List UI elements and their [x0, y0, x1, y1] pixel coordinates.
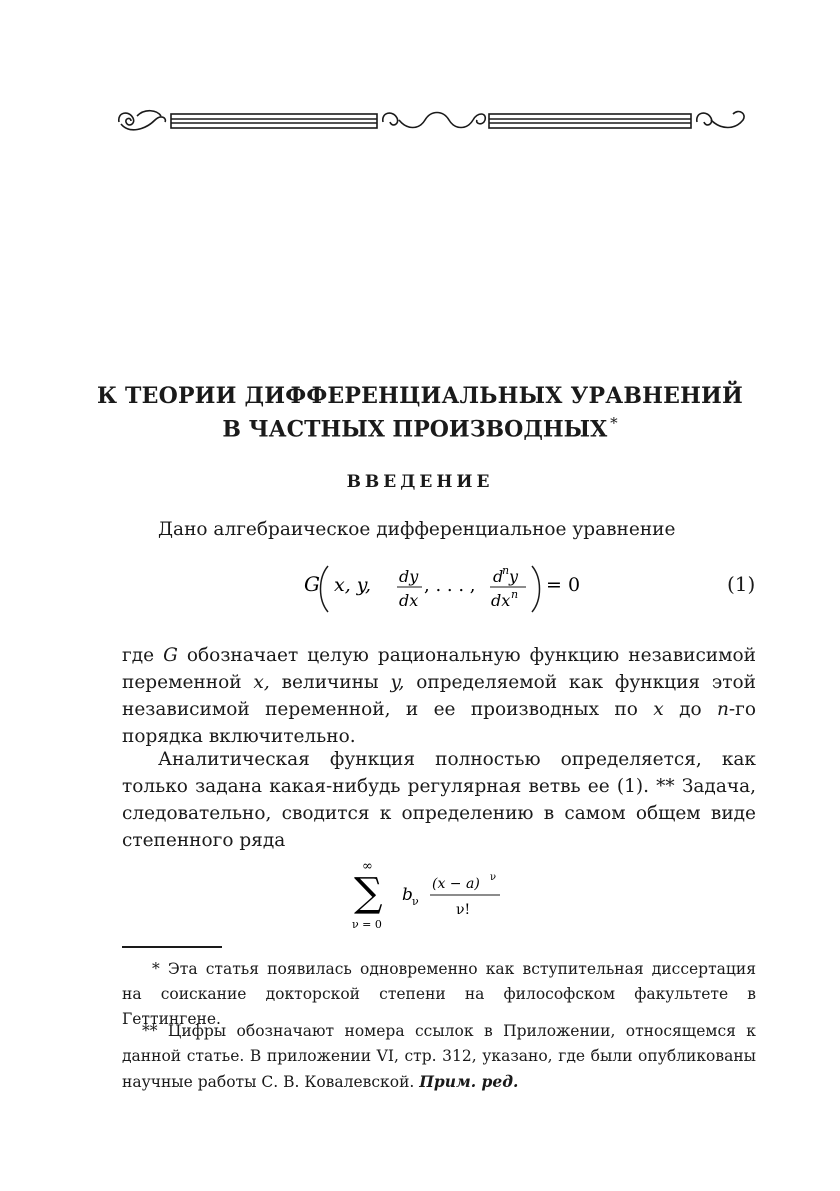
series-denominator: ν!: [456, 902, 471, 918]
footnote-1: * Эта статья появилась одновременно как вступительная диссертация на соискание докторской степени на философском факультете в Геттингене.: [122, 960, 756, 1028]
eq1-left-paren: [321, 566, 329, 612]
eq1-G: G: [304, 572, 320, 596]
p2-text-1: где: [122, 645, 164, 666]
title-line2-text: В ЧАСТНЫХ ПРОИЗВОДНЫХ: [222, 416, 608, 443]
equation-power-series: [350, 858, 520, 938]
title-footnote-star: *: [610, 414, 618, 432]
p2-text-5: до: [663, 699, 717, 720]
p2-var-y: y,: [390, 672, 405, 693]
eq1-dy: dy: [399, 567, 419, 586]
equation-1: [302, 558, 582, 618]
article-title-line1: К ТЕОРИИ ДИФФЕРЕНЦИАЛЬНЫХ УРАВНЕНИЙ: [96, 383, 744, 409]
paragraph-intro: Дано алгебраическое дифференциальное уравнение: [158, 519, 676, 540]
paragraph-definition: [122, 642, 756, 750]
p2-var-x2: x: [653, 699, 664, 720]
footnote-2-text: ** Цифры обозначают номера ссылок в Приложении, относящемся к данной статье. В приложении VI, стр. 312, указано, где были опубликованы научные работы С. В. Ковалевской.: [122, 1022, 756, 1091]
eq1-dots: , . . . ,: [424, 575, 476, 596]
footnote-separator: [122, 946, 222, 948]
series-numerator-exponent: ν: [490, 872, 497, 883]
p2-var-x: x,: [253, 672, 270, 693]
p2-text-2: обозначает целую рациональную функцию независимой переменной: [122, 645, 756, 693]
equation-number-1: (1): [727, 572, 756, 596]
footnote-2: [122, 1019, 756, 1095]
eq1-rhs: = 0: [546, 574, 581, 596]
p2-text-3: величины: [269, 672, 391, 693]
eq1-dny-d: d: [493, 567, 504, 586]
series-numerator: (x − a): [432, 876, 480, 892]
eq1-dny-n: n: [502, 564, 510, 577]
p2-text-4: определяемой как функция этой независимой переменной, и ее производных по: [122, 672, 756, 720]
series-coefficient: b: [402, 885, 413, 905]
sum-upper-limit: ∞: [362, 859, 373, 874]
eq1-right-paren: [532, 566, 540, 612]
eq1-dx: dx: [399, 591, 419, 610]
p2-text-6: -го порядка включительно.: [122, 699, 756, 747]
p2-var-n: n: [716, 699, 729, 720]
article-title-line2: [0, 414, 840, 442]
eq1-dxn-dx: dx: [491, 591, 511, 610]
paragraph-analytic-function: Аналитическая функция полностью определяется, как только задана какая-нибудь регулярная ветвь ее (1). ** Задача, следовательно, сводится к определению в самом общем виде степенного ряда: [122, 749, 756, 851]
eq1-args: x, y,: [334, 574, 372, 596]
section-heading-introduction: ВВЕДЕНИЕ: [346, 472, 494, 492]
p2-var-G: G: [163, 645, 178, 666]
editor-note: Прим. ред.: [419, 1072, 519, 1091]
decorative-ornament-border: [115, 104, 747, 138]
eq1-dny-y: y: [509, 567, 519, 586]
eq1-dxn-n: n: [511, 588, 519, 601]
series-coefficient-subscript: ν: [412, 895, 419, 908]
sum-lower-limit: ν = 0: [352, 918, 382, 931]
sum-symbol: ∑: [354, 870, 383, 916]
